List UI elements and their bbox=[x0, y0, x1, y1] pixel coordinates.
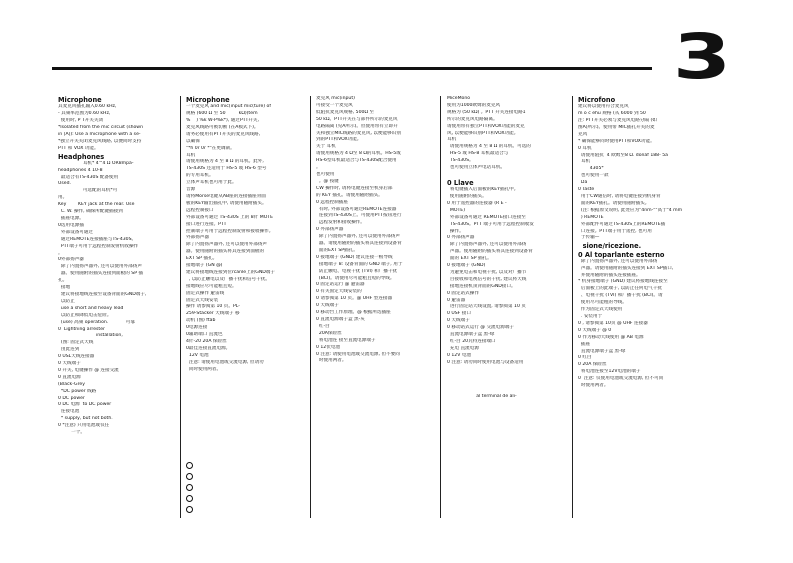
text-line: m o c ehu 规格 (从 6000 到 50 bbox=[578, 111, 646, 117]
text-line: 0 有关固定天线安装的 bbox=[316, 289, 362, 295]
text-line: 时使用两者。 bbox=[316, 358, 347, 364]
text-line: 0外部扬声器 bbox=[58, 257, 84, 263]
column-divider bbox=[572, 96, 573, 518]
text-line: 0 请参阅第 10 页。@ UHF 型连接器 bbox=[316, 296, 393, 302]
text-line: 除了内置扬声器外, 还可以使用外部扬 bbox=[447, 242, 527, 248]
text-line: 的专用耳机。 bbox=[186, 173, 214, 179]
text-line: 以确保 bbox=[186, 138, 200, 144]
column-divider bbox=[440, 96, 441, 518]
text-line: 请使用规格为 4 至 8 Ω 的耳机。可选的 bbox=[447, 144, 531, 150]
section-heading: Microfono bbox=[578, 96, 616, 104]
text-line: ) REMOTE bbox=[578, 214, 604, 220]
text-line: 以防止 bbox=[58, 298, 75, 304]
text-line: 也可使用 bbox=[316, 171, 335, 177]
text-line: 外部配件可通过TS-430S上的REMOTE插 bbox=[578, 221, 666, 227]
text-line: % ) %k W-P%k*), 通过PTT开关, bbox=[186, 118, 259, 124]
text-line: 后面板上的此端子, 以防止任何电气干扰 bbox=[578, 286, 662, 292]
text-line: 0电源连接 bbox=[186, 325, 208, 331]
column-translation-4 bbox=[578, 96, 700, 390]
text-line: 外部设备可通过 REMOTE接口连接至 bbox=[447, 214, 526, 220]
text-line bbox=[447, 387, 567, 394]
text-line: 建议将接地线连接到位rcanle上的GND端子 bbox=[186, 269, 275, 275]
text-line: 远程控制接口 bbox=[186, 207, 214, 213]
text-line: 直流电源端子盒 黑-绿 bbox=[578, 348, 626, 354]
text-line: 规格为 (50 kΩ) 。PTT 开关连接电路1 bbox=[447, 109, 526, 115]
text-line bbox=[447, 367, 567, 374]
text-line: 耳机 bbox=[578, 159, 591, 165]
text-line: MiceMono bbox=[447, 96, 471, 101]
header-rule bbox=[52, 67, 652, 70]
text-line: 0 移动台工作原理。@ 根据所选插座 bbox=[316, 310, 391, 316]
text-line: 关于 耳机 bbox=[316, 144, 336, 150]
text-line: 0 天线端子 bbox=[316, 303, 339, 309]
text-line: 目接收和电视信号的干扰, 建议将天线 bbox=[447, 276, 527, 282]
text-line: 接口进行连接。PTT bbox=[186, 221, 227, 227]
text-line: 0 远程控制插座 bbox=[316, 199, 348, 205]
text-line: 0 固定站运行 @ 避雷器 bbox=[316, 282, 365, 288]
text-line: (use) 高频 operation. 可靠 bbox=[58, 319, 135, 325]
text-line: 用于CW通信时, 请将电键连接到机身背 bbox=[578, 193, 661, 199]
text-line: 于传输— bbox=[578, 235, 600, 241]
text-line: 建议将接地线连接至设备背面的GND端子, bbox=[58, 291, 147, 297]
text-line: 控制端子可用于远程控制发射和接收操作。 bbox=[186, 228, 274, 234]
page-number: 3 bbox=[672, 20, 732, 93]
text-line: 将电池连 接至直流电源端子 bbox=[316, 337, 376, 343]
text-line: 0 接地端子 (GND) 建议连接一根导线 bbox=[316, 254, 393, 260]
text-line: 请使用规格为 4 至 8 Ω 的耳机。此外, bbox=[186, 159, 264, 165]
text-line: 259-Stacker 天线端子 移 bbox=[186, 311, 240, 317]
text-line: 使用时, P T开关关闭 bbox=[58, 118, 104, 124]
text-line: 声器。请使用随附的插头连接到 EXT SP插口, bbox=[578, 265, 674, 271]
text-line bbox=[447, 374, 567, 381]
text-line: 0 直流电源 bbox=[58, 374, 81, 380]
text-line: 麦克风线路可被切断 (在A模式下)。 bbox=[186, 124, 259, 130]
text-line: TS-430S。PTT 端子可用于远程控制收发 bbox=[447, 221, 534, 227]
text-line: * 机身接地端子 (GND) 建议将接地线连接至 bbox=[578, 279, 668, 285]
circle-marker-icon bbox=[186, 506, 193, 513]
text-line: 由此连到 bbox=[58, 347, 80, 353]
text-line: 板的KEY输出插孔中, 请使用随附插头。 bbox=[186, 200, 267, 206]
text-line: 一个。 bbox=[58, 430, 85, 436]
text-line: 插座电源。 bbox=[58, 216, 84, 221]
text-line: Da bbox=[578, 180, 588, 186]
text-line: 。 bbox=[316, 165, 321, 171]
text-line: Key KEY jack at the rear. Use bbox=[58, 202, 135, 208]
text-line: (图: 固定式天线 bbox=[58, 340, 94, 346]
text-line: 接地端子 8: 设备背面的 GND 端子, 用于 bbox=[316, 261, 403, 267]
text-line: 充电 直流电源 bbox=[447, 345, 479, 351]
text-line: 也可使用立体声电话耳机。 bbox=[447, 165, 506, 171]
section-heading: Microphone bbox=[58, 96, 102, 104]
section-heading: sione/ricezione. bbox=[578, 242, 642, 251]
text-line: 孔。 bbox=[58, 278, 68, 284]
text-line: 红-白 20瓦特连接端口 bbox=[447, 339, 496, 344]
text-line: 。@ 按键 bbox=[316, 178, 339, 184]
text-line: 连接到TS-430S上。可使用PTT按钮进行 bbox=[316, 213, 402, 219]
text-line: 耳机 bbox=[186, 152, 196, 158]
text-line: 作为固定式天线使用 bbox=[578, 307, 623, 313]
text-line: 操作 请参阅第 10 页。PL- bbox=[186, 304, 240, 310]
text-line: EXT SP 插孔。 bbox=[186, 256, 218, 262]
text-line: 0 Lightning arrester bbox=[58, 326, 105, 332]
text-line: 0 Taste bbox=[578, 187, 595, 193]
text-line: 接地 bbox=[58, 285, 71, 291]
text-line: 0 红白 bbox=[578, 355, 592, 361]
text-line: 风, 以便能够识别PTT和VOX功能。 bbox=[447, 130, 519, 136]
text-line: 注意: 请使用电池或交流电源, 但请勿 bbox=[186, 359, 264, 365]
text-line: 可接受一个麦克风 bbox=[316, 102, 353, 108]
text-line: 到的PTT和VOX功能。 bbox=[316, 137, 362, 143]
text-line: 低阻抗麦克风规格, 500Ω 至 bbox=[316, 109, 375, 115]
column-divider bbox=[310, 96, 311, 518]
circle-marker-icon bbox=[186, 462, 193, 469]
text-line: 。 bbox=[58, 250, 63, 256]
text-line: *Isolated from the mic circuit (shown bbox=[58, 124, 143, 130]
text-line: 除了内置扬声器外, 还可以使用外部扬 bbox=[578, 258, 658, 264]
text-line: 、电视干扰 (TVI) 和广播干扰 (BCI)。请 bbox=[578, 293, 663, 299]
text-line: PTT 和 VOX 功能。 bbox=[58, 145, 99, 151]
text-line bbox=[447, 380, 567, 387]
text-line: 20A保险丝 bbox=[316, 330, 342, 336]
text-line: 建议将以使用符合麦克风 bbox=[578, 104, 629, 110]
text-line: 请务必使用有PTT开关的麦克风线路, bbox=[186, 131, 261, 137]
text-line: 防止触电、电视干扰 (TVI) 和广播干扰 bbox=[316, 268, 398, 274]
text-line: 0 天线端子 @ 0 bbox=[578, 327, 612, 333]
text-line: 器。请使用随附的插头将其连接到设备背 bbox=[316, 241, 402, 247]
text-line: 电路隔离 (见A所示)。但使用带有立即开 bbox=[316, 123, 398, 129]
text-line: 有时, 外部设备可通过REMOTE连接器 bbox=[316, 206, 397, 212]
text-line: MOTE) bbox=[447, 207, 466, 213]
text-line: 接地连接机顶背面的GND接口。 bbox=[447, 283, 516, 289]
text-line: 0 USF 接口 bbox=[447, 311, 471, 317]
text-line: 面的 EXT SP 插孔。 bbox=[447, 256, 492, 262]
section-heading: Microphone bbox=[186, 96, 230, 104]
text-line: * 确保能够同时使用PTT和VOX功能。 bbox=[578, 138, 655, 144]
text-line: 耳机 bbox=[447, 137, 457, 143]
text-line: 图A)所示)。使用带 MIC插孔开关的麦 bbox=[578, 124, 655, 130]
text-line: Used. bbox=[58, 181, 71, 187]
section-heading: Headphones bbox=[58, 152, 105, 161]
circle-marker-icon bbox=[186, 473, 193, 480]
column-translation-1 bbox=[186, 96, 306, 374]
text-line: use a short and heavy lead bbox=[58, 305, 124, 311]
text-line: 0 注意: 仅使用电池或交流电源, 但不可同 bbox=[578, 376, 664, 382]
section-heading: 0 Al toparlante esterno bbox=[578, 250, 665, 259]
text-line: 0 20A 保险丝 bbox=[578, 362, 607, 368]
text-line: 使用随附的插头。 bbox=[447, 193, 487, 199]
text-line: 远程发射和接收操作。 bbox=[316, 220, 365, 226]
text-line: 同时使用两者。 bbox=[186, 366, 222, 372]
text-line: 直流电源端子盒 黑-绿 bbox=[447, 332, 495, 338]
text-line: TS-430S。 bbox=[447, 158, 474, 164]
text-line: 除了内置扬声器外, 还可以使用外部扬声 bbox=[316, 234, 400, 240]
text-line: 用。 bbox=[58, 195, 68, 201]
text-line: 插座 bbox=[578, 341, 591, 347]
text-line: 面的KEY插孔。请使用随附插头。 bbox=[578, 200, 650, 206]
circle-marker-icon bbox=[186, 484, 193, 491]
text-line: 0 作为移动天线使用 @ AB 电源 bbox=[578, 334, 644, 340]
text-line: 0 , 请参阅第 10页 @ UHF 连接器 bbox=[578, 320, 648, 326]
text-line: al terminal de ali- bbox=[447, 394, 517, 400]
text-line: 连接电池 bbox=[58, 409, 80, 415]
text-line: installation, bbox=[58, 333, 123, 339]
text-line: 请使用带有独立PTT和VOX功能的麦克 bbox=[447, 123, 525, 129]
text-line: 外部扬声器 bbox=[186, 235, 209, 241]
column-translation-3 bbox=[447, 96, 567, 401]
text-line: 音源 bbox=[186, 187, 196, 193]
text-line: TS-430S 还适用于 HS-5 或 HS-6 型号 bbox=[186, 166, 267, 172]
text-line: (BCI)。请使用尽可能粗且短的导线。 bbox=[316, 275, 395, 281]
text-line: 4305* bbox=[578, 166, 604, 172]
text-line: 麦克风 mic(input) bbox=[316, 96, 355, 101]
text-line: 关和独立MIC线路的麦克风, 以便能够识别 bbox=[316, 130, 401, 136]
text-line: 耳机* 4^4 Ω OR8mpa- bbox=[58, 160, 134, 166]
text-line: 0 USL天线连接器 bbox=[58, 354, 95, 360]
text-line: 注: PTT开关必须与麦克风电路分隔 (如 bbox=[578, 118, 657, 124]
text-line: 红-白 bbox=[316, 323, 330, 329]
text-line: in [A]): Use a microphone with a se- bbox=[58, 131, 141, 137]
text-line: (Black-Grey bbox=[58, 381, 85, 387]
text-line: 0 12伏电池 bbox=[316, 344, 341, 350]
text-line: C. W. 操作, 确保所配键插接到 bbox=[58, 209, 123, 215]
text-line: 4针-20 20A 保险丝 bbox=[186, 339, 227, 345]
text-line: 0辅助端口 直流色 bbox=[186, 332, 223, 338]
text-line: 0 注意: 请使用电池或交流电源, 但不要同 bbox=[316, 351, 400, 357]
section-heading: 0 Llave bbox=[447, 178, 474, 187]
text-line: CW 操作时, 请将电键连接至机身后部 bbox=[316, 185, 393, 191]
text-line: 声器。使用随附的插头将其连接到设备背 bbox=[447, 249, 533, 255]
column-translation-2 bbox=[316, 96, 436, 365]
text-line: 请使用阻抗 4 欧姆至8 Ω. donaf 188- 5a bbox=[578, 152, 668, 158]
column-english bbox=[58, 96, 176, 437]
text-line: 使用为1000欧姆的麦克风 bbox=[447, 102, 501, 108]
text-line: 0 DC 电源 to DC power bbox=[58, 402, 112, 408]
text-line: 最适合有TS-430S 配备使用 bbox=[58, 174, 119, 180]
text-line: 将电池连接至12V电池的端子 bbox=[578, 369, 641, 375]
text-line: 面的EXT SP插孔。 bbox=[316, 247, 358, 253]
text-line: HS-6型耳机最适合与TS-430S配合使用 bbox=[316, 158, 397, 164]
text-line: 并使用随附的插头连接插座。 bbox=[578, 272, 641, 278]
text-line: 0 用于遥控器的连接器 (R E - bbox=[447, 200, 507, 206]
text-line: 0 注意: 请勿同时使用电池与设备适用 bbox=[447, 359, 524, 365]
text-line: 50 kΩ。PTT开关在与部件所示的麦克风 bbox=[316, 116, 398, 122]
text-line: 也可使用一款 bbox=[578, 173, 609, 179]
text-line: 器。使用随附的插头将其连接到面板的 bbox=[186, 249, 265, 255]
text-line: 口连接。PTT端子用于遥控, 也可用 bbox=[578, 228, 652, 234]
text-line: 的 KEY 插孔。请使用随附插头。 bbox=[316, 192, 383, 198]
text-line: 操作。 bbox=[447, 228, 464, 234]
text-line: 0 *注意) 只用电池或仅任 bbox=[58, 423, 110, 429]
text-line: 一个麦克风 and mic(input mic(ture) of bbox=[186, 104, 271, 110]
text-line: 外部设备可通过 bbox=[58, 229, 94, 235]
text-line: 其麦克风插孔输入0.60 kHz, bbox=[58, 104, 117, 110]
text-line: 固定式操作 避雷线 bbox=[186, 290, 225, 296]
text-line: 0 天线端子 bbox=[447, 318, 470, 324]
text-line: 0 开关, 电键操作 @ 连接交流 bbox=[58, 367, 119, 373]
text-line: "*h 0r 0r *"在更调制。 bbox=[186, 145, 235, 151]
text-line: 以防止和降低电击危险。 bbox=[58, 312, 112, 318]
text-line: 动机 (图) ftab bbox=[186, 318, 216, 324]
text-line: 请使用规格为 4 Ω至 8 Ω的耳机。HS-5或 bbox=[316, 151, 401, 157]
text-line: (注: 根据原文说明, 此处应为"4nm-""高于"4 mm bbox=[578, 207, 683, 213]
circle-marker-icon bbox=[186, 495, 193, 502]
text-line: 接地线应尽可能粗且短。 bbox=[186, 283, 237, 289]
text-line: 可选配的耳机*可 bbox=[58, 188, 118, 194]
text-line: 外部设备可通过 TS-430S 上的 8针 MOTE bbox=[186, 214, 274, 220]
text-line: 所示的麦克风电路隔离。 bbox=[447, 116, 498, 122]
text-line bbox=[447, 172, 567, 179]
text-line: 0 12V 电池 bbox=[447, 352, 472, 358]
text-line: 立体声耳机也可用于此。 bbox=[186, 180, 237, 186]
text-line: *DC power 线路 bbox=[58, 388, 97, 394]
text-line: 进行固定站天线设置, 请参阅第 10 页 bbox=[447, 304, 526, 310]
text-line: * supply, but not both. bbox=[58, 416, 113, 422]
text-line: HS-5 或 HS-8 耳机最适合与 bbox=[447, 151, 509, 157]
text-line: , 以防止触电以及广播干扰和信号干扰。 bbox=[186, 276, 270, 282]
text-line: 0 天线端子 bbox=[58, 361, 81, 367]
text-line: 0 外部扬声器 bbox=[447, 235, 475, 241]
text-line: PTT端子可用于远程控制发射机收操作 bbox=[58, 243, 139, 249]
text-line: . 安装用于 bbox=[578, 313, 603, 319]
text-line: - 其频率范围为0.60 kHz, bbox=[58, 111, 111, 117]
column-divider bbox=[180, 96, 181, 518]
text-line: 0 外部扬声器 bbox=[316, 227, 344, 233]
text-line: 规格 (600 Ω 至 50 kΩ)(tem bbox=[186, 111, 258, 117]
text-line: 接地端子 (GN @) bbox=[186, 263, 223, 269]
text-line: 克风 bbox=[578, 131, 588, 137]
text-line: 固定式天线安装 bbox=[186, 297, 219, 303]
text-line: 为避免电击和电视干扰, 以及对广播节 bbox=[447, 269, 527, 275]
text-line: *独立开关关闭麦克风线路, 以便同时支持 bbox=[58, 138, 142, 144]
text-line: 将电键插入后面板的KEY插孔中。 bbox=[447, 187, 519, 193]
text-line: 除了内置扬声器外, 还可以使用外部扬声 bbox=[58, 264, 142, 270]
text-line: 除了内置扬声器外, 还可以使用外部扬声 bbox=[186, 242, 268, 248]
text-line: 请将Morse电键从AB座的连接插座背面 bbox=[186, 193, 266, 199]
text-line: 0 接地端子 (GND) bbox=[447, 263, 486, 269]
text-line: 12V 电池 bbox=[186, 352, 209, 358]
text-line: 0选用电源插 bbox=[58, 222, 84, 228]
circled-markers bbox=[186, 462, 194, 517]
text-line: 0 直流电源端子盒 黑-灰 bbox=[316, 317, 365, 322]
text-line: headphones 4 10-8 bbox=[58, 167, 103, 173]
text-line: 0 DC power bbox=[58, 395, 85, 401]
text-line: 器。使用随附的插头连接到面板的 SP 插 bbox=[58, 271, 144, 277]
text-line: 0 固定站式操作 bbox=[447, 290, 479, 296]
text-line: 通过REMOTE连接插座与TS-430S。 bbox=[58, 236, 137, 242]
text-line: 0 避雷器 bbox=[447, 297, 466, 303]
text-line: 0 移动站式运行 @ 交流电源端子 bbox=[447, 325, 515, 331]
text-line: 使用尽可能粗的导线。 bbox=[578, 300, 627, 306]
text-line: 0最佳连接直流电源。 bbox=[186, 345, 231, 351]
text-line: 0 耳机 bbox=[578, 145, 592, 151]
text-line: 时使用两者。 bbox=[578, 383, 609, 389]
